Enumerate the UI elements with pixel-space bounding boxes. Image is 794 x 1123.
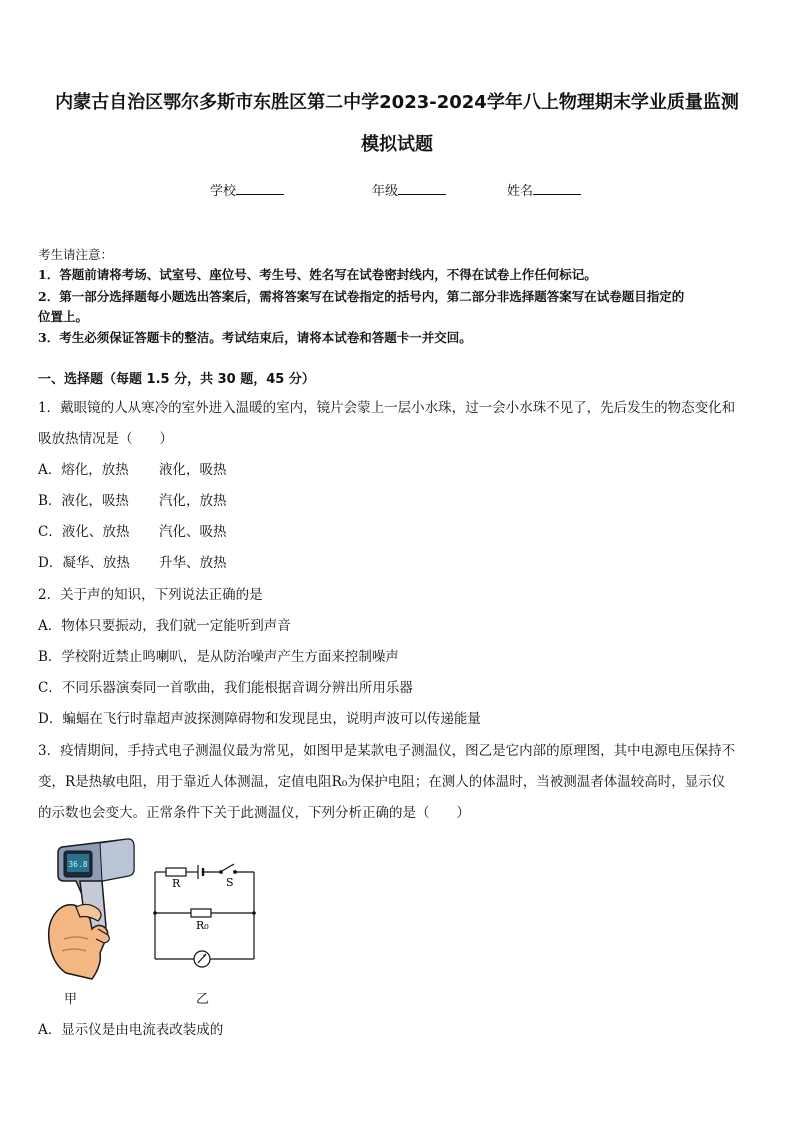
thermometer-gun-illustration (40, 835, 140, 985)
option-part-2: 汽化，放热 (159, 493, 227, 509)
q2-option-a[interactable]: A．物体只要振动，我们就一定能听到声音 (38, 618, 291, 634)
notice-heading: 考生请注意： (38, 247, 114, 262)
name-label: 姓名 (507, 184, 534, 199)
q3-stem-cont: 的示数也会变大。正常条件下关于此测温仪，下列分析正确的是（ ） (38, 805, 470, 821)
q2-option-d[interactable]: D．蝙蝠在飞行时靠超声波探测障碍物和发现昆虫，说明声波可以传递能量 (38, 711, 481, 727)
name-field[interactable] (507, 180, 581, 199)
circuit-diagram (150, 858, 262, 970)
notice-item: 3．考生必须保证答题卡的整洁。考试结束后，请将本试卷和答题卡一并交回。 (38, 330, 472, 345)
q1-stem-cont: 吸放热情况是（ ） (38, 431, 173, 447)
school-field[interactable] (210, 180, 284, 199)
q1-option-d[interactable] (38, 551, 227, 571)
notice-item: 1．答题前请将考场、试室号、座位号、考生号、姓名写在试卷密封线内，不得在试卷上作任何标记。 (38, 267, 597, 282)
grade-blank[interactable] (398, 182, 446, 195)
page-title: 内蒙古自治区鄂尔多斯市东胜区第二中学2023-2024学年八上物理期末学业质量监测 (55, 92, 739, 113)
option-part-2: 液化，吸热 (159, 462, 227, 478)
notice-item: 2．第一部分选择题每小题选出答案后，需将答案写在试卷指定的括号内，第二部分非选择题答案写在试卷题目指定的 (38, 289, 685, 304)
option-part-1: C．液化、放热 (38, 524, 130, 540)
notice-item: 位置上。 (38, 309, 89, 324)
q3-stem-cont: 变，R是热敏电阻，用于靠近人体测温，定值电阻R₀为保护电阻；在测人的体温时，当被测温者体温较高时，显示仪 (38, 774, 726, 790)
q2-stem: 2．关于声的知识，下列说法正确的是 (38, 587, 263, 603)
label-r0: R₀ (196, 919, 209, 932)
q1-option-c[interactable] (38, 520, 227, 540)
name-blank[interactable] (533, 182, 581, 195)
q1-option-a[interactable] (38, 458, 227, 478)
q1-option-b[interactable] (38, 489, 227, 509)
display-reading: 36.8 (68, 860, 88, 869)
label-r: R (172, 877, 181, 890)
q3-option-a[interactable]: A．显示仪是由电流表改装成的 (38, 1022, 224, 1038)
section-heading: 一、选择题（每题 1.5 分，共 30 题，45 分） (38, 372, 315, 387)
page-subtitle: 模拟试题 (361, 134, 433, 155)
option-part-1: A．熔化，放热 (38, 462, 129, 478)
option-part-1: B．液化，吸热 (38, 493, 129, 509)
option-part-2: 升华、放热 (159, 555, 227, 571)
q2-option-b[interactable]: B．学校附近禁止鸣喇叭，是从防治噪声产生方面来控制噪声 (38, 649, 399, 665)
figure-caption-right: 乙 (196, 992, 210, 1007)
figure-caption-left: 甲 (64, 992, 78, 1007)
q2-option-c[interactable]: C．不同乐器演奏同一首歌曲，我们能根据音调分辨出所用乐器 (38, 680, 413, 696)
grade-field[interactable] (372, 180, 446, 199)
option-part-2: 汽化、吸热 (159, 524, 227, 540)
school-label: 学校 (210, 184, 237, 199)
label-s: S (226, 876, 234, 889)
grade-label: 年级 (372, 184, 399, 199)
school-blank[interactable] (236, 182, 284, 195)
q1-stem: 1．戴眼镜的人从寒冷的室外进入温暖的室内，镜片会蒙上一层小水珠，过一会小水珠不见了，先后发生的物态变化和 (38, 400, 736, 416)
q3-stem: 3．疫情期间，手持式电子测温仪最为常见，如图甲是某款电子测温仪，图乙是它内部的原理图，其中电源电压保持不 (38, 743, 736, 759)
option-part-1: D．凝华、放热 (38, 555, 130, 571)
